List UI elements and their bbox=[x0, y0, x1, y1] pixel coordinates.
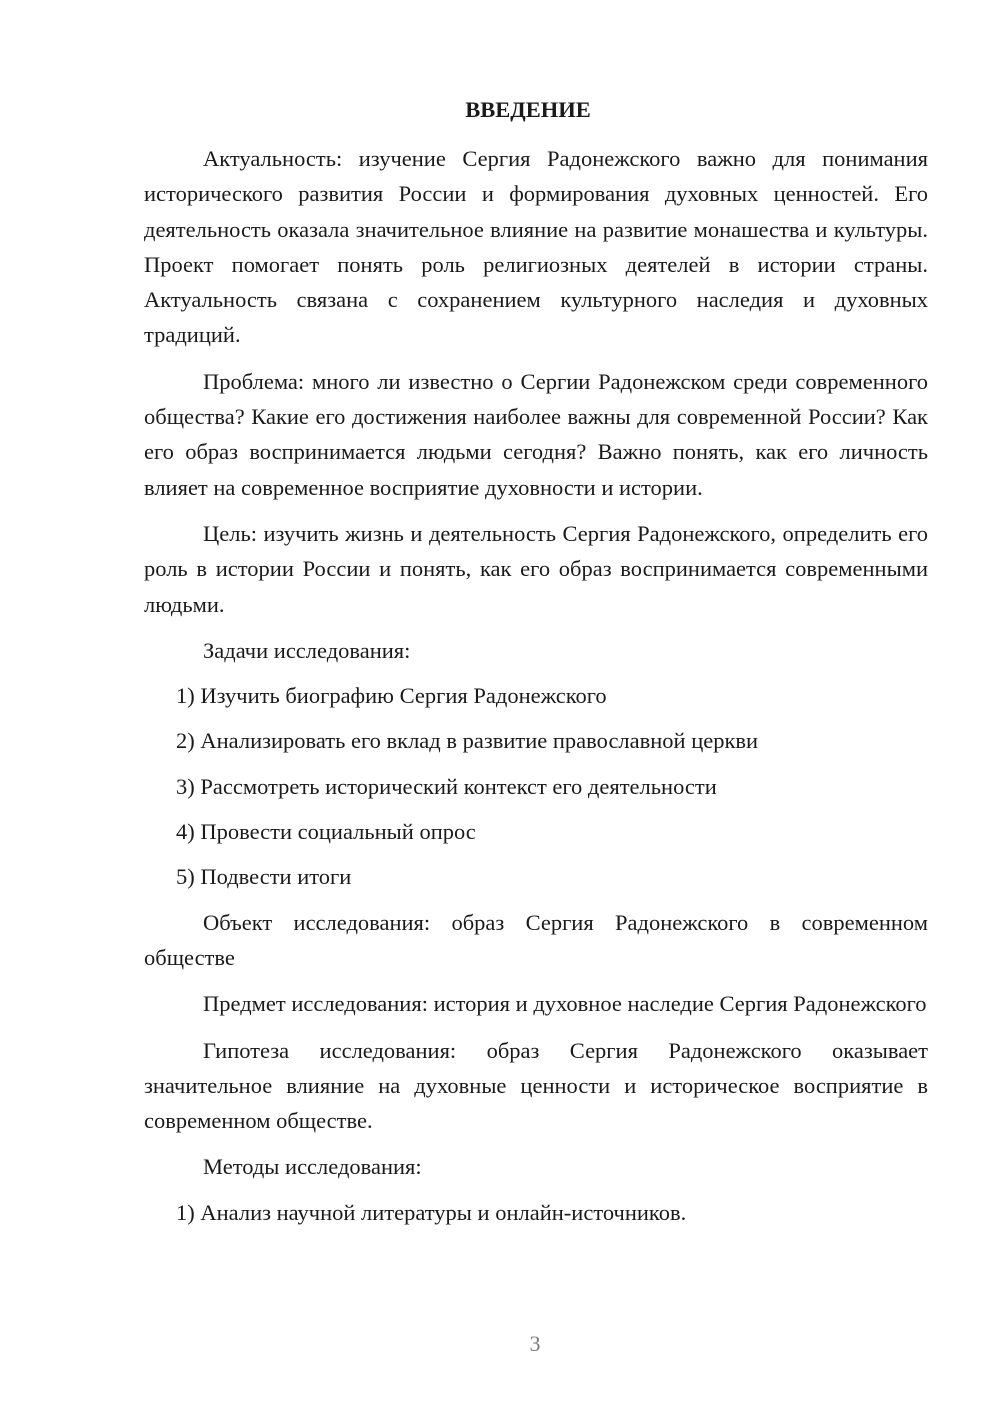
method-item: 1) Анализ научной литературы и онлайн-источников. bbox=[176, 1199, 687, 1225]
object-paragraph: Объект исследования: образ Сергия Радонежского в современном обществе bbox=[144, 909, 928, 970]
subject-paragraph: Предмет исследования: история и духовное наследие Сергия Радонежского bbox=[203, 991, 927, 1017]
tasks-heading: Задачи исследования: bbox=[203, 637, 411, 663]
task-item: 5) Подвести итоги bbox=[176, 864, 352, 890]
methods-heading: Методы исследования: bbox=[203, 1154, 422, 1180]
task-item: 2) Анализировать его вклад в развитие православной церкви bbox=[176, 728, 759, 754]
task-item: 3) Рассмотреть исторический контекст его деятельности bbox=[176, 773, 717, 799]
problem-paragraph: Проблема: много ли известно о Сергии Радонежском среди современного общества? Какие его достижения наиболее важны для современной России? Как его образ воспринимается людьми сегодня? Важно понять, как его личность влияет на современное восприятие духовности и истории. bbox=[144, 368, 928, 500]
task-item: 1) Изучить биографию Сергия Радонежского bbox=[176, 683, 607, 709]
document-body bbox=[144, 92, 928, 1240]
page-number: 3 bbox=[529, 1331, 541, 1356]
task-item: 4) Провести социальный опрос bbox=[176, 819, 476, 845]
page-title: ВВЕДЕНИЕ bbox=[465, 97, 591, 122]
relevance-paragraph: Актуальность: изучение Сергия Радонежского важно для понимания исторического развития России и формирования духовных ценностей. Его деятельность оказала значительное влияние на развитие монашества и культуры. Проект помогает понять роль религиозных деятелей в истории страны. Актуальность связана с сохранением культурного наследия и духовных традиций. bbox=[144, 146, 928, 348]
hypothesis-paragraph: Гипотеза исследования: образ Сергия Радонежского оказывает значительное влияние на духовные ценности и историческое восприятие в современном обществе. bbox=[144, 1037, 928, 1134]
goal-paragraph: Цель: изучить жизнь и деятельность Сергия Радонежского, определить его роль в истории России и понять, как его образ воспринимается современными людьми. bbox=[144, 520, 928, 617]
